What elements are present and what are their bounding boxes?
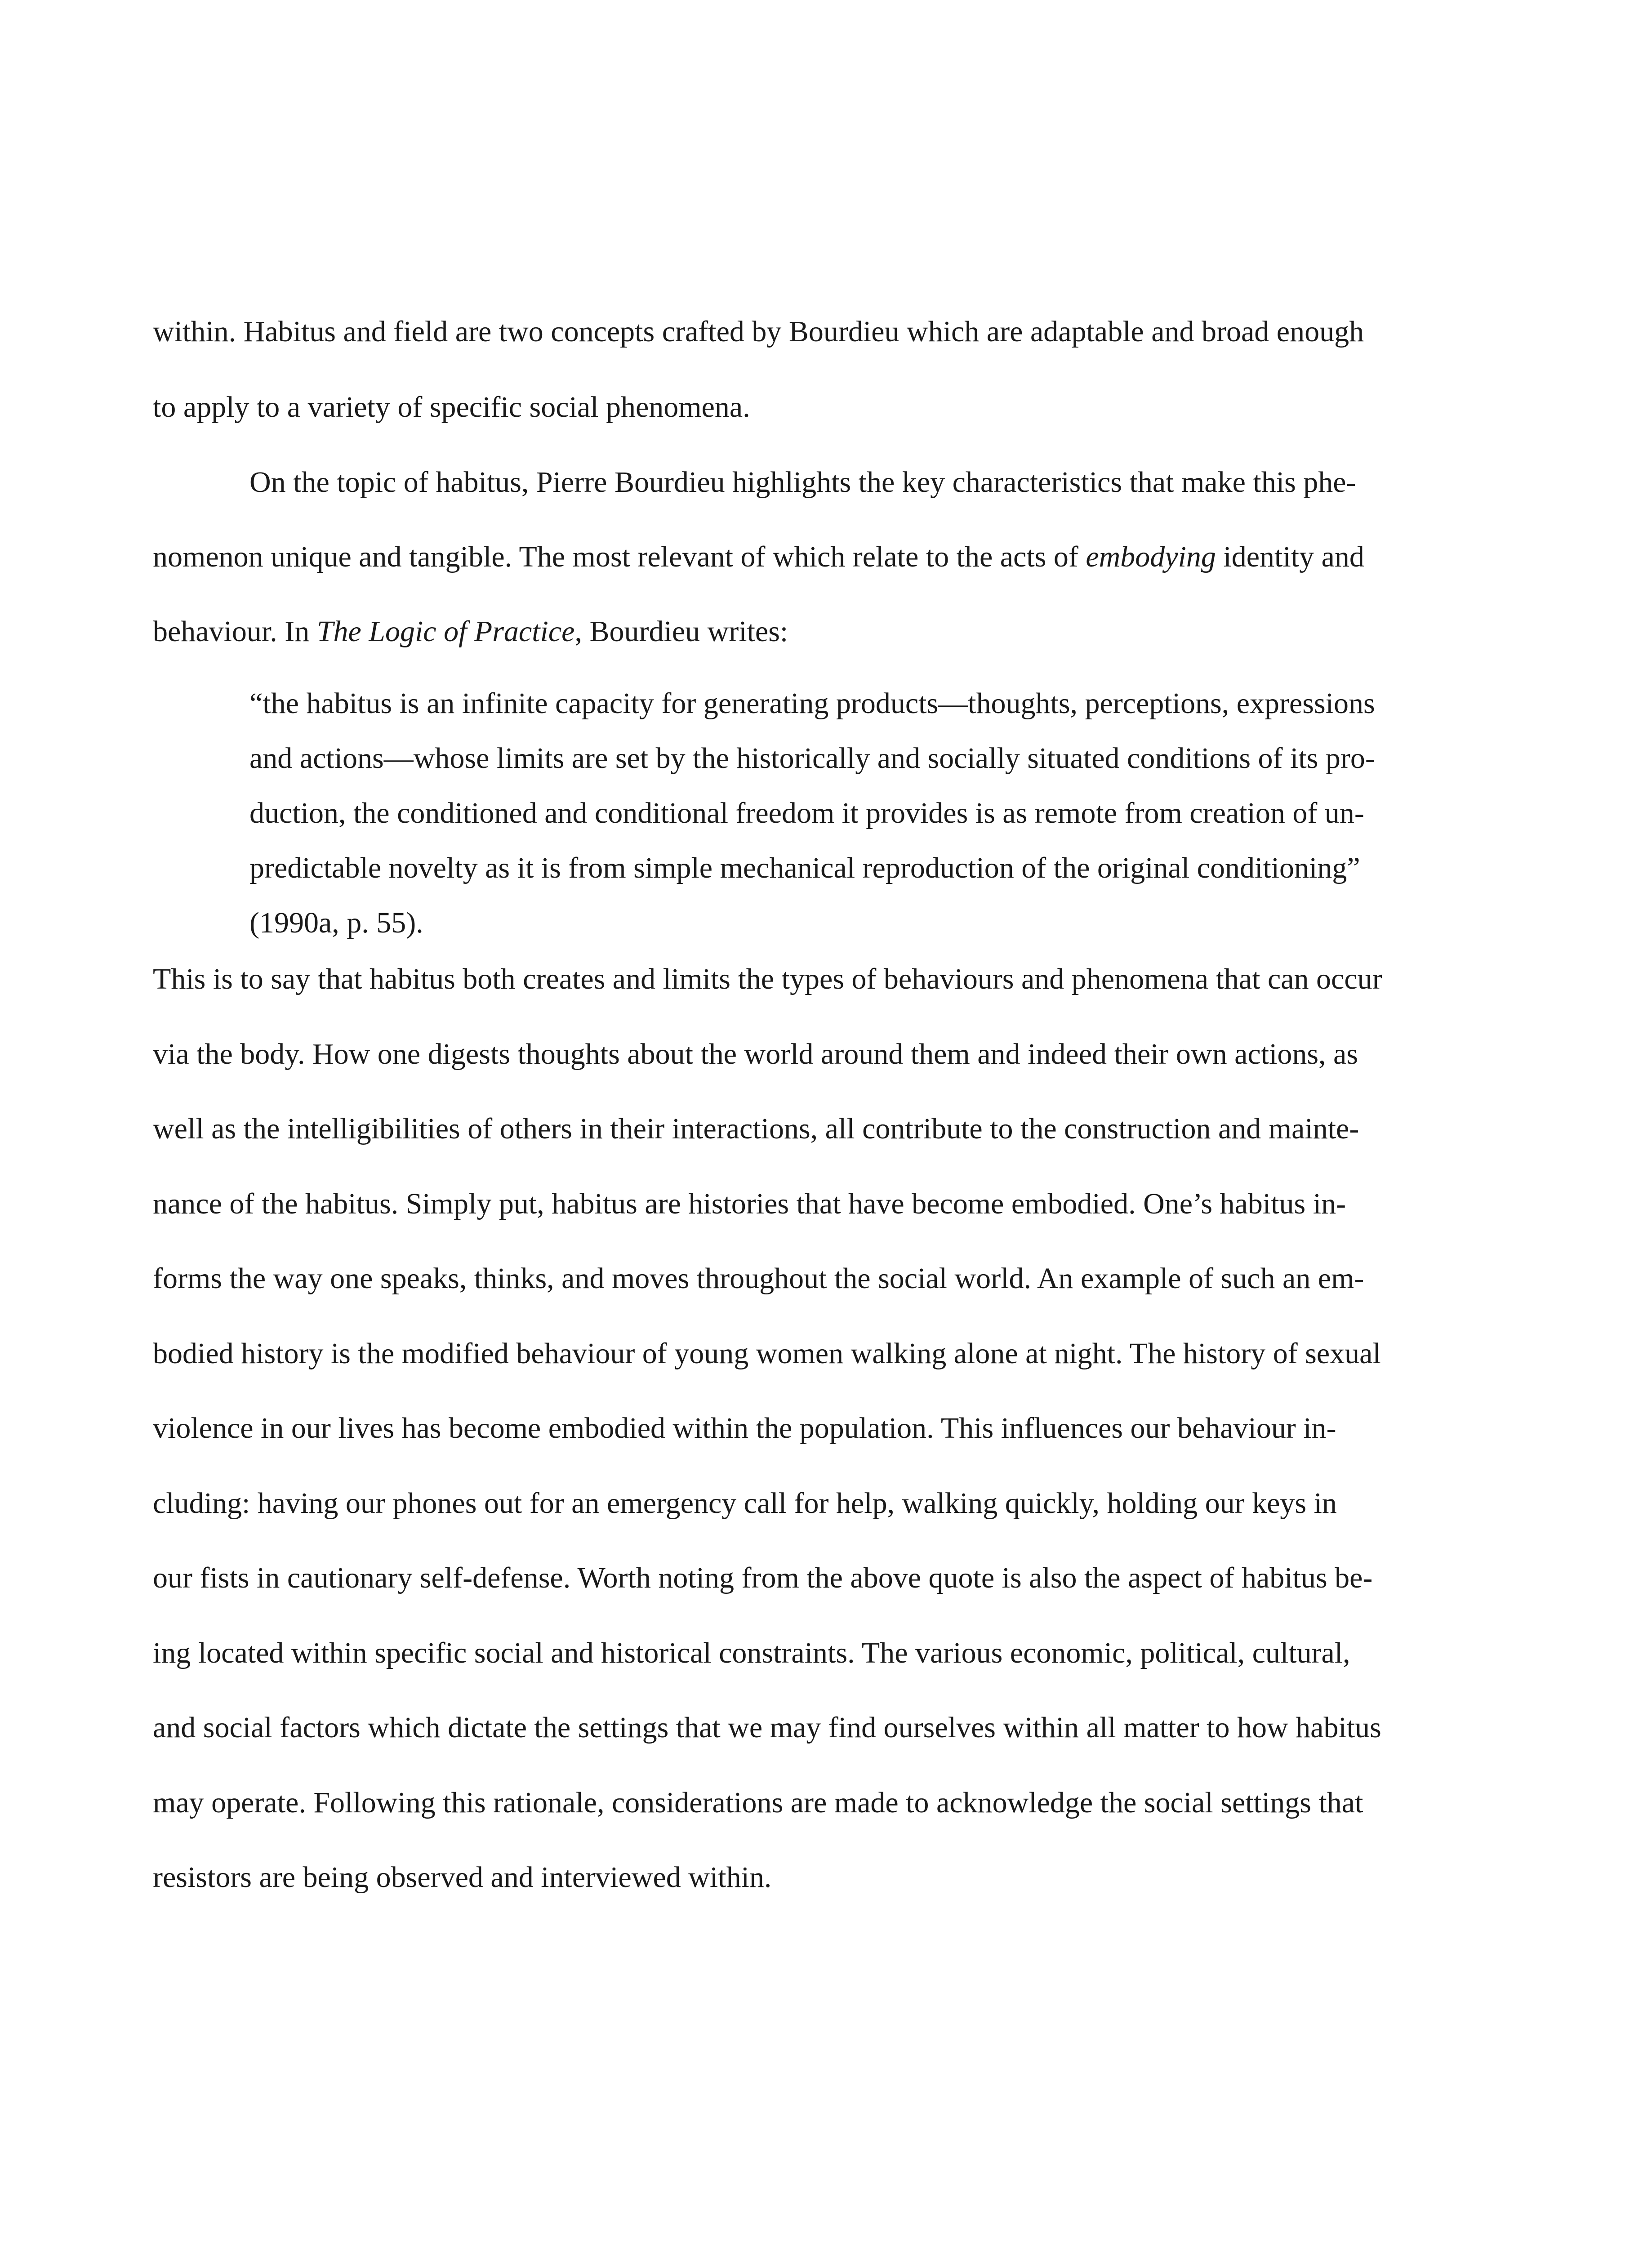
quote-line: and actions—whose limits are set by the historically and socially situated conditions of its pro-	[249, 742, 1375, 775]
text-run: behaviour. In	[153, 615, 317, 648]
paragraph-line: resistors are being observed and interviewed within.	[153, 1861, 772, 1894]
paragraph-line: violence in our lives has become embodied within the population. This influences our behaviour in-	[153, 1412, 1336, 1445]
paragraph-line: bodied history is the modified behaviour of young women walking alone at night. The history of sexual	[153, 1337, 1381, 1370]
paragraph-line: cluding: having our phones out for an emergency call for help, walking quickly, holding our keys in	[153, 1487, 1337, 1520]
paragraph-line: via the body. How one digests thoughts about the world around them and indeed their own actions, as	[153, 1038, 1358, 1070]
paragraph-line: forms the way one speaks, thinks, and moves throughout the social world. An example of such an em-	[153, 1262, 1364, 1295]
paragraph-line: may operate. Following this rationale, considerations are made to acknowledge the social settings that	[153, 1786, 1363, 1819]
text-run: identity and	[1216, 540, 1364, 573]
paragraph-line: and social factors which dictate the settings that we may find ourselves within all matter to how habitus	[153, 1711, 1381, 1744]
paragraph-line: This is to say that habitus both creates and limits the types of behaviours and phenomena that can occur	[153, 963, 1382, 995]
paragraph-line	[153, 542, 1364, 572]
paragraph-line: our fists in cautionary self-defense. Worth noting from the above quote is also the aspect of habitus be-	[153, 1561, 1373, 1594]
quote-line: predictable novelty as it is from simple mechanical reproduction of the original conditioning”	[249, 852, 1360, 884]
paragraph-line	[153, 617, 788, 647]
paragraph-line: nance of the habitus. Simply put, habitus are histories that have become embodied. One’s habitus in-	[153, 1187, 1346, 1220]
text-run: , Bourdieu writes:	[574, 615, 788, 648]
paragraph-line: ing located within specific social and historical constraints. The various economic, political, cultural,	[153, 1637, 1350, 1669]
paragraph-line: within. Habitus and field are two concepts crafted by Bourdieu which are adaptable and broad enough	[153, 315, 1364, 348]
text-run: nomenon unique and tangible. The most relevant of which relate to the acts of	[153, 540, 1086, 573]
book-title: The Logic of Practice	[316, 615, 575, 648]
paragraph-line: well as the intelligibilities of others in their interactions, all contribute to the construction and mainte-	[153, 1112, 1359, 1145]
quote-line: duction, the conditioned and conditional freedom it provides is as remote from creation of un-	[249, 797, 1364, 830]
emphasis-text: embodying	[1086, 540, 1216, 573]
quote-citation: (1990a, p. 55).	[249, 906, 423, 939]
paragraph-line: On the topic of habitus, Pierre Bourdieu highlights the key characteristics that make this phe-	[249, 466, 1356, 499]
paragraph-line: to apply to a variety of specific social phenomena.	[153, 391, 750, 424]
quote-line: “the habitus is an infinite capacity for generating products—thoughts, perceptions, expressions	[249, 687, 1375, 720]
